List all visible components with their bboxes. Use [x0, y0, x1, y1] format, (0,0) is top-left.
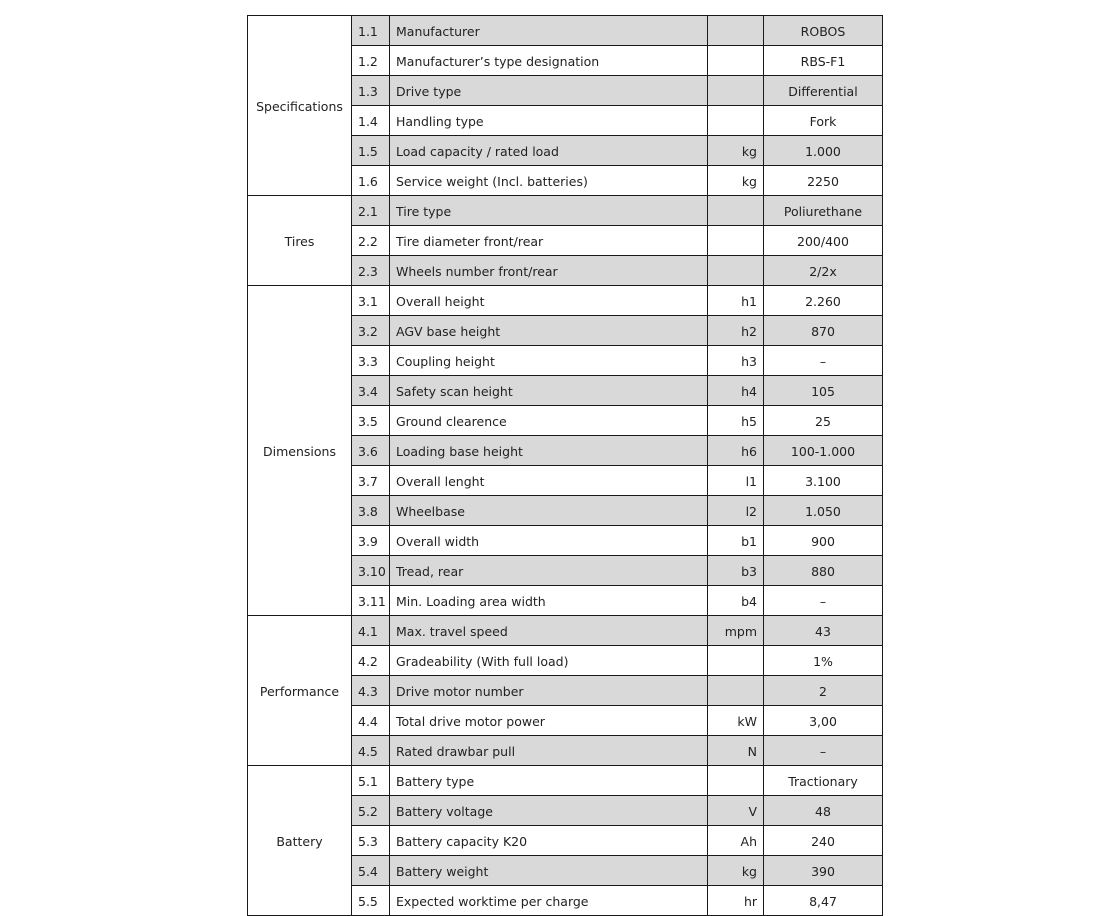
category-label: Tires	[248, 196, 352, 286]
item-number: 1.1	[352, 16, 390, 46]
item-number: 3.2	[352, 316, 390, 346]
item-unit	[708, 766, 764, 796]
item-unit: b3	[708, 556, 764, 586]
category-label: Dimensions	[248, 286, 352, 616]
category-label: Specifications	[248, 16, 352, 196]
item-unit: kW	[708, 706, 764, 736]
item-unit: h5	[708, 406, 764, 436]
item-number: 5.1	[352, 766, 390, 796]
item-description: Min. Loading area width	[390, 586, 708, 616]
item-description: Battery type	[390, 766, 708, 796]
item-value: 105	[764, 376, 883, 406]
item-unit: h6	[708, 436, 764, 466]
item-number: 3.4	[352, 376, 390, 406]
item-description: Service weight (Incl. batteries)	[390, 166, 708, 196]
item-description: Overall width	[390, 526, 708, 556]
item-unit	[708, 646, 764, 676]
item-description: Drive type	[390, 76, 708, 106]
item-unit	[708, 76, 764, 106]
item-number: 3.10	[352, 556, 390, 586]
item-description: Coupling height	[390, 346, 708, 376]
spec-table	[247, 15, 883, 916]
item-value: 3,00	[764, 706, 883, 736]
item-unit: h1	[708, 286, 764, 316]
item-number: 4.5	[352, 736, 390, 766]
item-description: Max. travel speed	[390, 616, 708, 646]
item-number: 3.6	[352, 436, 390, 466]
item-number: 5.2	[352, 796, 390, 826]
item-description: Safety scan height	[390, 376, 708, 406]
item-unit: h4	[708, 376, 764, 406]
item-value: 3.100	[764, 466, 883, 496]
item-value: 2.260	[764, 286, 883, 316]
item-unit: kg	[708, 856, 764, 886]
item-number: 1.5	[352, 136, 390, 166]
item-description: Handling type	[390, 106, 708, 136]
item-description: Loading base height	[390, 436, 708, 466]
item-number: 1.4	[352, 106, 390, 136]
item-value: Differential	[764, 76, 883, 106]
item-number: 3.9	[352, 526, 390, 556]
item-value: 390	[764, 856, 883, 886]
item-unit: hr	[708, 886, 764, 916]
item-value: 200/400	[764, 226, 883, 256]
item-description: AGV base height	[390, 316, 708, 346]
item-description: Gradeability (With full load)	[390, 646, 708, 676]
item-value: 870	[764, 316, 883, 346]
item-number: 1.2	[352, 46, 390, 76]
item-number: 1.3	[352, 76, 390, 106]
item-value: 240	[764, 826, 883, 856]
item-number: 3.5	[352, 406, 390, 436]
item-value: 2	[764, 676, 883, 706]
item-unit	[708, 106, 764, 136]
item-unit: l2	[708, 496, 764, 526]
spec-row	[248, 196, 883, 226]
item-number: 2.2	[352, 226, 390, 256]
item-number: 5.4	[352, 856, 390, 886]
item-description: Ground clearence	[390, 406, 708, 436]
item-unit: kg	[708, 136, 764, 166]
item-number: 4.3	[352, 676, 390, 706]
item-description: Tread, rear	[390, 556, 708, 586]
item-number: 4.1	[352, 616, 390, 646]
item-value: 1.050	[764, 496, 883, 526]
category-label: Battery	[248, 766, 352, 916]
item-unit: V	[708, 796, 764, 826]
item-number: 3.1	[352, 286, 390, 316]
item-value: ROBOS	[764, 16, 883, 46]
item-value: Poliurethane	[764, 196, 883, 226]
item-unit	[708, 676, 764, 706]
item-description: Expected worktime per charge	[390, 886, 708, 916]
item-number: 3.11	[352, 586, 390, 616]
item-description: Battery voltage	[390, 796, 708, 826]
item-value: 1.000	[764, 136, 883, 166]
item-unit	[708, 16, 764, 46]
item-number: 3.3	[352, 346, 390, 376]
item-unit	[708, 46, 764, 76]
item-value: –	[764, 586, 883, 616]
item-value: 2/2x	[764, 256, 883, 286]
item-description: Drive motor number	[390, 676, 708, 706]
item-number: 1.6	[352, 166, 390, 196]
item-description: Wheels number front/rear	[390, 256, 708, 286]
item-unit: h2	[708, 316, 764, 346]
item-description: Battery weight	[390, 856, 708, 886]
spec-row	[248, 766, 883, 796]
item-description: Battery capacity K20	[390, 826, 708, 856]
item-unit	[708, 196, 764, 226]
item-number: 3.7	[352, 466, 390, 496]
item-description: Manufacturer’s type designation	[390, 46, 708, 76]
item-description: Tire type	[390, 196, 708, 226]
spec-row	[248, 16, 883, 46]
item-unit: l1	[708, 466, 764, 496]
item-number: 2.1	[352, 196, 390, 226]
item-value: 100-1.000	[764, 436, 883, 466]
item-value: Fork	[764, 106, 883, 136]
item-number: 2.3	[352, 256, 390, 286]
item-number: 4.2	[352, 646, 390, 676]
item-unit: Ah	[708, 826, 764, 856]
item-value: 48	[764, 796, 883, 826]
item-value: Tractionary	[764, 766, 883, 796]
item-value: 1%	[764, 646, 883, 676]
item-unit: b1	[708, 526, 764, 556]
item-unit	[708, 226, 764, 256]
item-value: 880	[764, 556, 883, 586]
item-unit	[708, 256, 764, 286]
spec-row	[248, 286, 883, 316]
item-number: 5.5	[352, 886, 390, 916]
item-description: Rated drawbar pull	[390, 736, 708, 766]
item-value: 25	[764, 406, 883, 436]
item-number: 4.4	[352, 706, 390, 736]
item-description: Total drive motor power	[390, 706, 708, 736]
item-description: Overall lenght	[390, 466, 708, 496]
item-number: 3.8	[352, 496, 390, 526]
item-unit: mpm	[708, 616, 764, 646]
item-description: Manufacturer	[390, 16, 708, 46]
item-value: 43	[764, 616, 883, 646]
spec-row	[248, 616, 883, 646]
item-description: Wheelbase	[390, 496, 708, 526]
item-value: RBS-F1	[764, 46, 883, 76]
item-number: 5.3	[352, 826, 390, 856]
item-value: –	[764, 736, 883, 766]
category-label: Performance	[248, 616, 352, 766]
item-description: Load capacity / rated load	[390, 136, 708, 166]
item-value: 2250	[764, 166, 883, 196]
item-description: Overall height	[390, 286, 708, 316]
item-unit: b4	[708, 586, 764, 616]
item-value: –	[764, 346, 883, 376]
item-unit: kg	[708, 166, 764, 196]
item-value: 900	[764, 526, 883, 556]
item-unit: h3	[708, 346, 764, 376]
item-description: Tire diameter front/rear	[390, 226, 708, 256]
spec-table-body	[248, 16, 883, 916]
item-value: 8,47	[764, 886, 883, 916]
item-unit: N	[708, 736, 764, 766]
